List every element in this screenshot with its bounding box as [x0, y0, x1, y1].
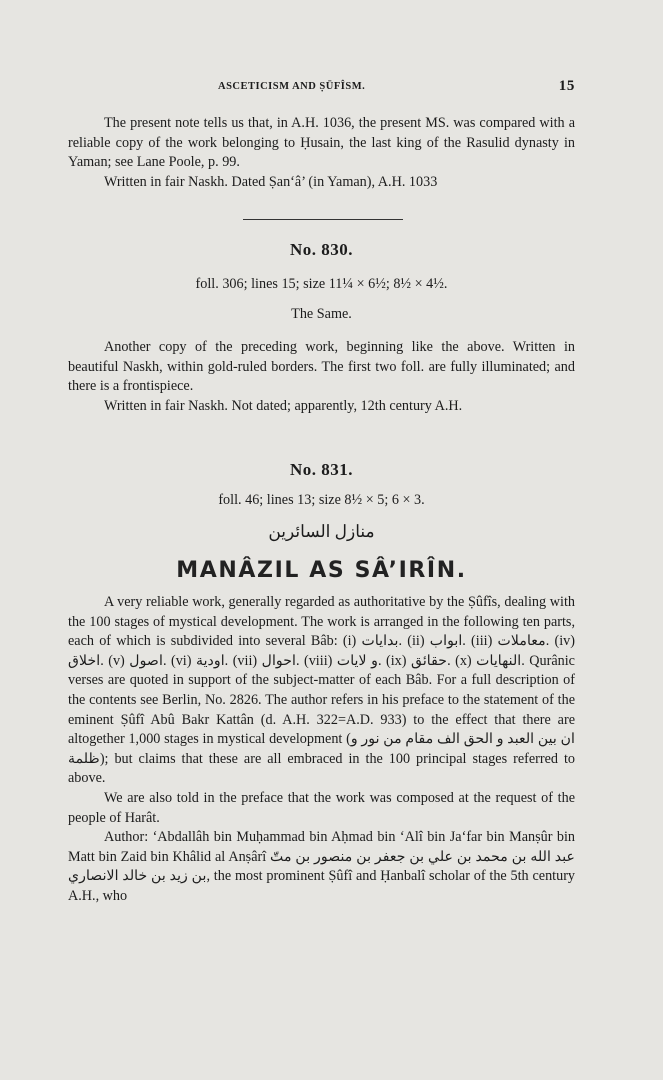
entry-831-author: Author: ‘Abdallâh bin Muḥammad bin Aḥmad bin ‘Alî bin Ja‘far bin Manṣûr bin Matt bin Zaid bin Khâlid al Anṣârî عبد الله بن محمد بن علي بن جعفر بن منصور بن متّ بن زيد بن خالد الانصاري, the most prominent Ṣûfî and Ḥanbalî scholar of the 5th century A.H., who	[68, 829, 576, 904]
header-title: ASCETICISM AND ṢŪFÎSM.	[218, 81, 366, 92]
intro-written-line: Written in fair Naskh. Dated Ṣan‘â’ (in Yaman), A.H. 1033	[104, 173, 438, 190]
intro-section	[68, 114, 575, 192]
section-divider	[243, 219, 403, 220]
entry-831-composition-note: We are also told in the preface that the work was composed at the request of the people of Harât.	[68, 789, 575, 826]
entry-830-same: The Same.	[291, 306, 352, 322]
intro-paragraph: The present note tells us that, in A.H. 1036, the present MS. was compared with a reliable copy of the work belonging to Ḥusain, the last king of the Rasulid dynasty in Yaman; see Lane Poole, p. 99.	[68, 115, 575, 171]
entry-831-title: MANÂZIL AS SÂ’IRÎN.	[176, 558, 467, 583]
entry-830-paragraph: Another copy of the preceding work, beginning like the above. Written in beautiful Naskh, within gold-ruled borders. The first two foll. are fully illuminated; and there is a frontispiece.	[68, 339, 575, 395]
entry-831-meta: foll. 46; lines 13; size 8½ × 5; 6 × 3.	[218, 492, 425, 508]
entry-831-description: A very reliable work, generally regarded as authoritative by the Ṣûfîs, dealing with the 100 stages of mystical development. The work is arranged in the following ten parts, each of which is subdivided into several Bâb: (i) بدايات. (ii) ابواب. (iii) معاملات. (iv) اخلاق. (v) اصول. (vi) اودية. (vii) احوال. (viii) و لايات. (ix) حقائق. (x) النهايات. Qurânic verses are quoted in support of the subject-matter of each Bâb. For a full description of the contents see Berlin, No. 2826. The author refers in his preface to the statement of the eminent Ṣûfî Abû Bakr Kattân (d. A.H. 322=A.D. 933) to the effect that there are altogether 1,000 stages in mystical development (ان بين العبد و الحق الف مقام من نور و ظلمة); but claims that these are all embraced in the 100 principal stages referred to above.	[68, 594, 575, 787]
entry-830-written-line: Written in fair Naskh. Not dated; apparently, 12th century A.H.	[104, 397, 463, 414]
entry-830-meta: foll. 306; lines 15; size 11¼ × 6½; 8½ × 4½.	[195, 276, 448, 292]
page-number: 15	[558, 78, 575, 94]
entry-831-arabic-title: منازل السائرين	[268, 522, 375, 541]
entry-830-body	[68, 338, 575, 416]
entry-830-number: No. 830.	[289, 240, 354, 259]
entry-831-body	[68, 593, 575, 907]
entry-831-number: No. 831.	[289, 460, 354, 479]
